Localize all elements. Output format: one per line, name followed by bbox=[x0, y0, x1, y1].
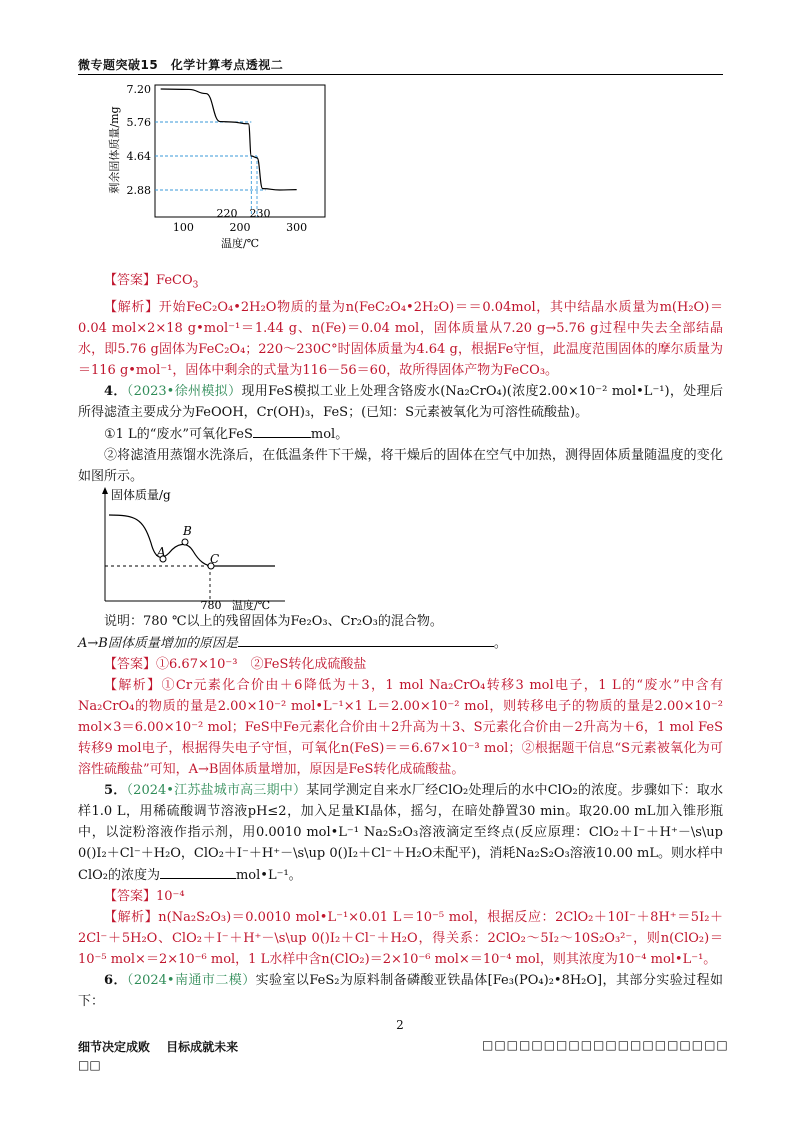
chart1-xtick: 300 bbox=[286, 221, 308, 234]
chart1-ytick: 5.76 bbox=[126, 116, 151, 129]
page-header: 微专题突破15 化学计算考点透视二 bbox=[78, 58, 284, 72]
question-5-unit: mol•L⁻¹。 bbox=[235, 868, 302, 883]
answer-blank-3[interactable] bbox=[160, 864, 236, 879]
chart2-y-arrow bbox=[102, 487, 108, 494]
question-4-sub1-unit: mol。 bbox=[310, 426, 349, 442]
question-6-source: （2024•南通市二模） bbox=[126, 973, 256, 988]
chart1-ytick: 2.88 bbox=[126, 184, 151, 197]
chart2-xlabel: 温度/℃ bbox=[232, 599, 271, 611]
chart1-xtick: 100 bbox=[172, 221, 194, 234]
answer-blank-1[interactable] bbox=[253, 423, 311, 438]
footer-slogan-line1: 细节决定成败 目标成就未来 bbox=[78, 1040, 239, 1054]
question-6-number: 6． bbox=[104, 973, 127, 988]
chart1-curve bbox=[161, 89, 297, 190]
chart2-point-b bbox=[182, 539, 188, 545]
chart2-xtick-780: 780 bbox=[200, 599, 222, 611]
question-4-source: （2023•徐州模拟） bbox=[126, 383, 242, 399]
answer-4-text: ①6.67×10⁻³ ②FeS转化成硫酸盐 bbox=[156, 657, 367, 672]
answer-tag: 【答案】 bbox=[104, 657, 157, 672]
question-4-number: 4． bbox=[104, 383, 127, 399]
analysis-tag: 【解析】 bbox=[104, 910, 159, 925]
footer-slogan bbox=[78, 1038, 238, 1074]
answer-5-text: 10⁻⁴ bbox=[156, 889, 185, 904]
question-4-sub1: ①1 L的“废水”可氧化FeS bbox=[104, 426, 253, 442]
question-5-source: （2024•江苏盐城市高三期中） bbox=[126, 783, 307, 798]
analysis-5-text: n(Na₂S₂O₃)＝0.0010 mol•L⁻¹×0.01 L＝10⁻⁵ mol，根据反应：2ClO₂＋10I⁻＋8H⁺＝5I₂＋2Cl⁻＋5H₂O、ClO₂＋I⁻＋H⁺－\s\up 0()I₂＋Cl⁻＋H₂O，得关系：2ClO₂～5I₂～10S₂O₃²⁻，则n(ClO₂)＝10⁻⁵ mol×＝2×10⁻⁶ mol，1 L水样中含n(ClO₂)＝2×10⁻⁶ mol×＝10⁻⁴ mol，则其浓度为10⁻⁴ mol•L⁻¹。 bbox=[78, 910, 723, 967]
answer-tag: 【答案】 bbox=[104, 889, 157, 904]
question-6-stem: 实验室以FeS₂为原料制备磷酸亚铁晶体[Fe₃(PO₄)₂•8H₂O]，其部分实验过程如下： bbox=[78, 973, 723, 1009]
question-4-ask: A→B固体质量增加的原因是 bbox=[78, 636, 238, 651]
chart1-annotation-220: 220 bbox=[216, 207, 238, 220]
answer-tag: 【答案】 bbox=[104, 273, 157, 288]
chart2-label-a: A bbox=[157, 545, 166, 559]
chart1-frame bbox=[155, 85, 325, 217]
question-4-note: 说明：780 ℃以上的残留固体为Fe₂O₃、Cr₂O₃的混合物。 bbox=[104, 614, 443, 629]
question-4-stem: 现用FeS模拟工业上处理含铬废水(Na₂CrO₄)(浓度2.00×10⁻² mol•L⁻¹)，处理后所得滤渣主要成分为FeOOH，Cr(OH)₃，FeS；(已知：S元素被氧化为可溶性硫酸盐)。 bbox=[78, 383, 723, 420]
chart2-label-c: C bbox=[210, 552, 220, 566]
chart1-ytick: 7.20 bbox=[126, 83, 151, 96]
chart1-xtick: 200 bbox=[229, 221, 251, 234]
chart2-curve bbox=[109, 515, 275, 566]
chart1-ytick: 4.64 bbox=[126, 150, 151, 163]
chart-mass-vs-temperature-1 bbox=[100, 80, 340, 255]
chart1-annotation-230: 230 bbox=[249, 207, 271, 220]
question-5-number: 5． bbox=[104, 783, 127, 798]
answer-1-value: FeCO bbox=[156, 273, 193, 288]
chart-mass-vs-temperature-2 bbox=[85, 483, 295, 611]
question-5-stem: 某同学测定自来水厂经ClO₂处理后的水中ClO₂的浓度。步骤如下：取水样1.0 L，用稀硫酸调节溶液pH≤2，加入足量KI晶体，摇匀，在暗处静置30 min。取20.00 mL加入锥形瓶中，以淀粉溶液作指示剂，用0.0010 mol•L⁻¹ Na₂S₂O₃溶液滴定至终点(反应原理：ClO₂＋I⁻＋H⁺－\s\up 0()I₂＋Cl⁻＋H₂O，ClO₂＋I⁻＋H⁺－\s\up 0()I₂＋Cl⁻＋H₂O未配平)，消耗Na₂S₂O₃溶液10.00 mL。则水样中ClO₂的浓度为 bbox=[78, 783, 723, 883]
analysis-tag: 【解析】 bbox=[104, 299, 159, 315]
answer-blank-2[interactable] bbox=[238, 632, 494, 647]
header-rule bbox=[78, 74, 723, 75]
analysis-1-text: 开始FeC₂O₄•2H₂O物质的量为n(FeC₂O₄•2H₂O)＝＝0.04mol，其中结晶水质量为m(H₂O)＝0.04 mol×2×18 g•mol⁻¹＝1.44 g、n(Fe)＝0.04 mol，固体质量从7.20 g→5.76 g过程中失去全部结晶水，即5.76 g固体为FeC₂O₄；220～230C°时固体质量为4.64 g，根据Fe守恒，此温度范围固体的摩尔质量为＝116 g•mol⁻¹，固体中剩余的式量为116－56＝60，故所得固体产物为FeCO₃。 bbox=[78, 299, 723, 378]
chart2-ylabel: 固体质量/g bbox=[111, 488, 171, 502]
chart2-label-b: B bbox=[183, 524, 192, 538]
footer-right-text: □□□□□□□□□□□□□□□□□□□□ bbox=[482, 1038, 729, 1052]
chart1-xlabel: 温度/℃ bbox=[220, 237, 260, 250]
answer-1-sub: 3 bbox=[192, 280, 199, 291]
analysis-4-text: ①Cr元素化合价由＋6降低为＋3，1 mol Na₂CrO₄转移3 mol电子，1 L的“废水”中含有Na₂CrO₄的物质的量是2.00×10⁻² mol•L⁻¹×1 L＝2.00×10⁻² mol，则转移电子的物质的量是2.00×10⁻² mol×3＝6.00×10⁻² mol；FeS中Fe元素化合价由＋2升高为＋3、S元素化合价由－2升高为＋6，1 mol FeS转移9 mol电子，根据得失电子守恒，可氧化n(FeS)＝＝6.67×10⁻³ mol；②根据题干信息“S元素被氧化为可溶性硫酸盐”可知，A→B固体质量增加，原因是FeS转化成硫酸盐。 bbox=[78, 678, 723, 777]
footer-slogan-line2: □□ bbox=[78, 1058, 101, 1072]
question-4-sub2: ②将滤渣用蒸馏水洗涤后，在低温条件下干燥，将干燥后的固体在空气中加热，测得固体质量随温度的变化如图所示。 bbox=[78, 447, 723, 484]
question-4-ask-end: 。 bbox=[493, 636, 507, 651]
analysis-tag: 【解析】 bbox=[104, 678, 162, 693]
chart1-ylabel: 剩余固体质量/mg bbox=[108, 106, 121, 194]
page-number: 2 bbox=[396, 1018, 404, 1032]
